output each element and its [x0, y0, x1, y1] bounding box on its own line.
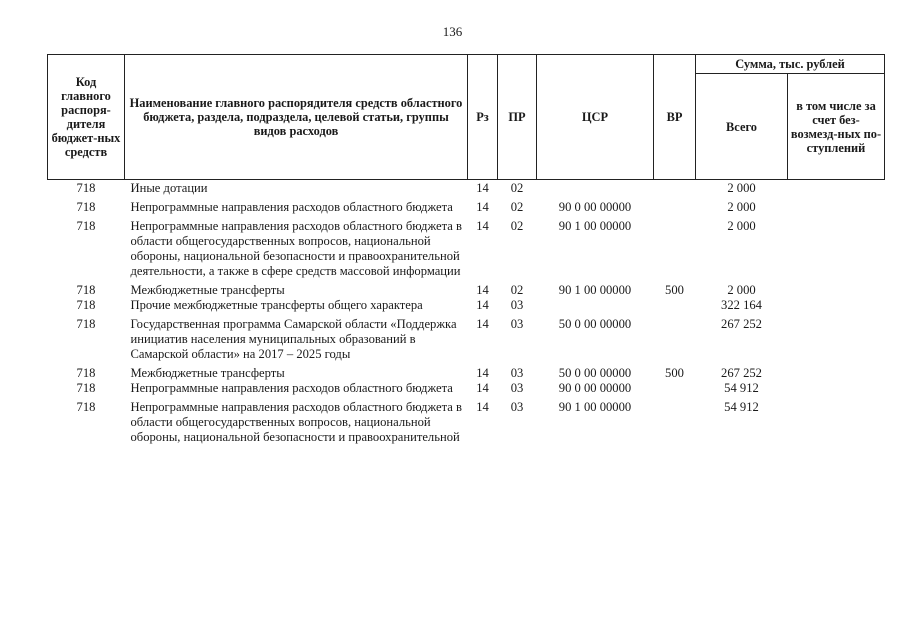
cell-csr: 90 0 00 00000 — [558, 200, 632, 214]
cell-rz: 14 — [476, 298, 489, 312]
cell-rz: 14 — [476, 317, 489, 331]
cell-rz: 14 — [476, 200, 489, 214]
cell-total: 54 912 — [724, 381, 759, 395]
cell-gratuitous — [788, 400, 885, 445]
cell-gratuitous — [788, 219, 885, 283]
cell-vr: 500 — [665, 283, 684, 297]
cell-pr: 03 — [510, 400, 524, 414]
header-pr: ПР — [498, 55, 537, 180]
cell-code: 718 — [76, 298, 96, 312]
page-number: 136 — [442, 24, 463, 39]
header-csr: ЦСР — [537, 55, 654, 180]
header-name: Наименование главного распорядителя средств областного бюджета, раздела, подраздела, целевой статьи, группы видов расходов — [125, 55, 468, 180]
cell-total: 2 000 — [727, 283, 756, 297]
cell-name: Межбюджетные трансферты — [130, 366, 285, 380]
cell-total: 54 912 — [724, 400, 759, 414]
cell-pr: 03 — [510, 298, 524, 312]
table-row — [48, 366, 885, 381]
cell-code: 718 — [76, 200, 96, 214]
table-body — [48, 180, 885, 446]
cell-vr — [654, 317, 696, 366]
cell-name: Непрограммные направления расходов областного бюджета в области общегосударственных вопросов, национальной обороны, национальной безопасности и правоохранительной деятельности, а также в сфере средств массовой информации — [130, 219, 462, 278]
cell-name: Межбюджетные трансферты — [130, 283, 285, 297]
table-row — [48, 219, 885, 283]
cell-pr: 02 — [510, 181, 524, 195]
cell-vr — [654, 200, 696, 219]
cell-vr — [654, 381, 696, 400]
table-row — [48, 283, 885, 298]
table-row — [48, 200, 885, 219]
cell-total: 2 000 — [727, 219, 756, 233]
table-row — [48, 381, 885, 400]
cell-pr: 02 — [510, 200, 524, 214]
cell-csr: 90 0 00 00000 — [558, 381, 632, 395]
table-row — [48, 317, 885, 366]
header-vr: ВР — [654, 55, 696, 180]
cell-rz: 14 — [476, 400, 489, 414]
cell-vr — [654, 298, 696, 317]
header-code: Код главного распоря-дителя бюджет-ных средств — [48, 55, 125, 180]
cell-gratuitous — [788, 298, 885, 317]
cell-total: 267 252 — [721, 366, 762, 380]
budget-table — [47, 54, 885, 445]
cell-pr: 02 — [510, 219, 524, 233]
cell-rz: 14 — [476, 181, 489, 195]
cell-vr — [654, 180, 696, 201]
table-row — [48, 298, 885, 317]
table-row — [48, 400, 885, 445]
cell-code: 718 — [76, 366, 96, 380]
cell-rz: 14 — [476, 366, 489, 380]
cell-name: Иные дотации — [130, 181, 208, 195]
cell-gratuitous — [788, 180, 885, 201]
cell-code: 718 — [76, 219, 96, 233]
cell-total: 322 164 — [721, 298, 762, 312]
cell-rz: 14 — [476, 219, 489, 233]
cell-name: Непрограммные направления расходов областного бюджета — [130, 381, 453, 395]
cell-vr — [654, 400, 696, 445]
cell-csr: 90 1 00 00000 — [558, 400, 632, 414]
cell-code: 718 — [76, 181, 96, 195]
cell-name: Государственная программа Самарской области «Поддержка инициатив населения муниципальных образований в Самарской области» на 2017 – 2025 годы — [130, 317, 457, 361]
header-gratuitous: в том числе за счет без-возмезд-ных по-ступлений — [788, 74, 885, 180]
cell-csr: 90 1 00 00000 — [558, 283, 632, 297]
cell-pr: 03 — [510, 317, 524, 331]
cell-total: 267 252 — [721, 317, 762, 331]
header-rz: Рз — [468, 55, 498, 180]
cell-name: Непрограммные направления расходов областного бюджета — [130, 200, 453, 214]
cell-vr: 500 — [665, 366, 684, 380]
cell-code: 718 — [76, 400, 96, 414]
cell-code: 718 — [76, 317, 96, 331]
cell-name: Прочие межбюджетные трансферты общего характера — [130, 298, 423, 312]
cell-total: 2 000 — [727, 181, 756, 195]
header-sum: Сумма, тыс. рублей — [696, 55, 885, 74]
cell-total: 2 000 — [727, 200, 756, 214]
cell-gratuitous — [788, 366, 885, 381]
cell-code: 718 — [76, 381, 96, 395]
cell-gratuitous — [788, 283, 885, 298]
cell-pr: 03 — [510, 381, 524, 395]
cell-gratuitous — [788, 317, 885, 366]
cell-gratuitous — [788, 381, 885, 400]
cell-name: Непрограммные направления расходов областного бюджета в области общегосударственных вопросов, национальной обороны, национальной безопасности и правоохранительной — [130, 400, 462, 444]
cell-csr: 50 0 00 00000 — [558, 317, 632, 331]
cell-pr: 02 — [510, 283, 524, 297]
cell-rz: 14 — [476, 381, 489, 395]
cell-pr: 03 — [510, 366, 524, 380]
cell-vr — [654, 219, 696, 283]
cell-rz: 14 — [476, 283, 489, 297]
cell-code: 718 — [76, 283, 96, 297]
cell-csr — [537, 298, 654, 317]
cell-gratuitous — [788, 200, 885, 219]
table-header — [48, 55, 885, 180]
table-row — [48, 180, 885, 201]
cell-csr: 90 1 00 00000 — [558, 219, 632, 233]
cell-csr — [537, 180, 654, 201]
header-total: Всего — [696, 74, 788, 180]
cell-csr: 50 0 00 00000 — [558, 366, 632, 380]
